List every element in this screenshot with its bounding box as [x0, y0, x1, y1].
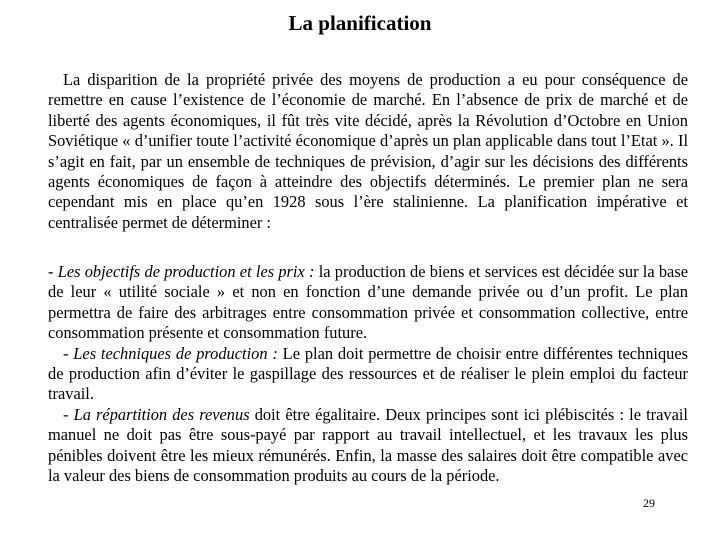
list-item-techniques	[48, 344, 688, 405]
list-item-text: doit être égalitaire. Deux principes sont ici plébiscités : le travail manuel ne doit pas être sous-payé par rapport au travail intellectuel, et les travaux les plus pénibles doivent être les mieux rémunérés. Enfin, la masse des salaires doit être compatible avec la valeur des biens de consommation produits au cours de la période.	[48, 404, 688, 486]
list-item-text: Le plan doit permettre de choisir entre différentes techniques de production afin d’éviter le gaspillage des ressources et de réaliser le plein emploi du facteur travail.	[48, 343, 688, 404]
page-title: La planification	[288, 11, 432, 35]
list-item-revenue	[48, 405, 688, 487]
list-item-text: la production de biens et services est décidée sur la base de leur « utilité sociale » et non en fonction d’une demande privée ou d’un profit. Le plan permettra de faire des arbitrages entre consommation privée et consommation collective, entre consommation présente et consommation future.	[48, 262, 688, 343]
list-section	[48, 262, 688, 486]
list-item-objectives	[48, 262, 688, 344]
list-item-term: - La répartition des revenus	[63, 404, 250, 424]
list-item-term: - Les objectifs de production et les prix :	[48, 262, 315, 281]
list-item-term: - Les techniques de production :	[63, 343, 278, 363]
page-number: 29	[643, 496, 655, 510]
intro-paragraph: La disparition de la propriété privée des moyens de production a eu pour conséquence de remettre en cause l’existence de l’économie de marché. En l’absence de prix de marché et de liberté des agents économiques, il fût très vite décidé, après la Révolution d’Octobre en Union Soviétique « d’unifier toute l’activité économique d’après un plan applicable dans tout l’Etat ». Il s’agit en fait, par un ensemble de techniques de prévision, d’agir sur les décisions des différents agents économiques de façon à atteindre des objectifs déterminés. Le premier plan ne sera cependant mis en place qu’en 1928 sous l’ère stalinienne. La planification impérative et centralisée permet de déterminer :	[48, 70, 688, 232]
